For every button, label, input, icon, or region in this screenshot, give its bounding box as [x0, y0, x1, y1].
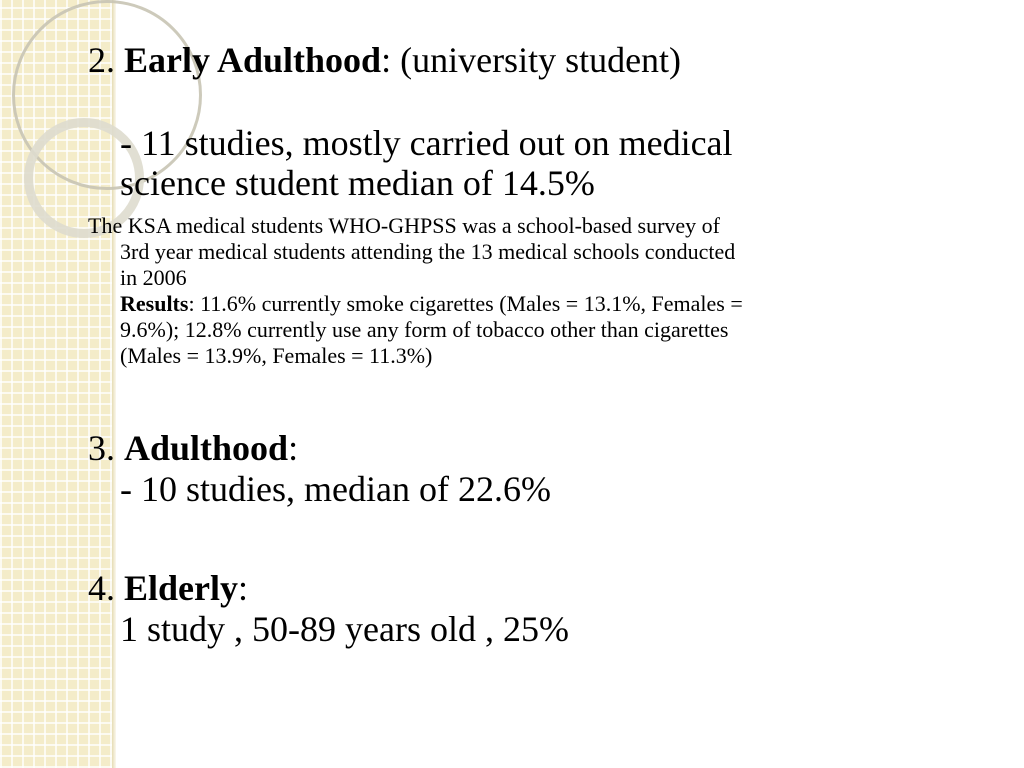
- section-4-number: 4.: [88, 568, 115, 608]
- results-line-2: 9.6%); 12.8% currently use any form of tobacco other than cigarettes: [120, 317, 729, 342]
- section-4-title: [88, 570, 248, 606]
- section-3-bullet-line-1: - 10 studies, median of 22.6%: [120, 469, 551, 509]
- section-3-heading: Adulthood: [124, 428, 289, 468]
- section-2-bullet-line-2: science student median of 14.5%: [120, 163, 595, 203]
- section-4-suffix: :: [238, 568, 249, 608]
- section-4-bullet-line-1: 1 study , 50-89 years old , 25%: [120, 609, 569, 649]
- section-3-title: [88, 430, 298, 466]
- section-2-bullet-line-1: - 11 studies, mostly carried out on medical: [120, 123, 733, 163]
- results-line-3: (Males = 13.9%, Females = 11.3%): [120, 343, 433, 368]
- survey-line-2: 3rd year medical students attending the 13 medical schools conducted: [120, 239, 736, 264]
- section-2-heading: Early Adulthood: [124, 40, 382, 80]
- section-2-number: 2.: [88, 40, 115, 80]
- section-2-suffix: : (university student): [381, 40, 682, 80]
- results-line-1: [120, 293, 743, 315]
- section-3-suffix: :: [288, 428, 299, 468]
- section-3-number: 3.: [88, 428, 115, 468]
- results-text-1: : 11.6% currently smoke cigarettes (Males = 13.1%, Females =: [188, 291, 743, 316]
- results-label: Results: [120, 291, 189, 316]
- section-2-title: [88, 42, 681, 78]
- survey-line-3: in 2006: [120, 265, 187, 290]
- section-4-heading: Elderly: [124, 568, 238, 608]
- survey-line-1: The KSA medical students WHO-GHPSS was a school-based survey of: [88, 213, 721, 238]
